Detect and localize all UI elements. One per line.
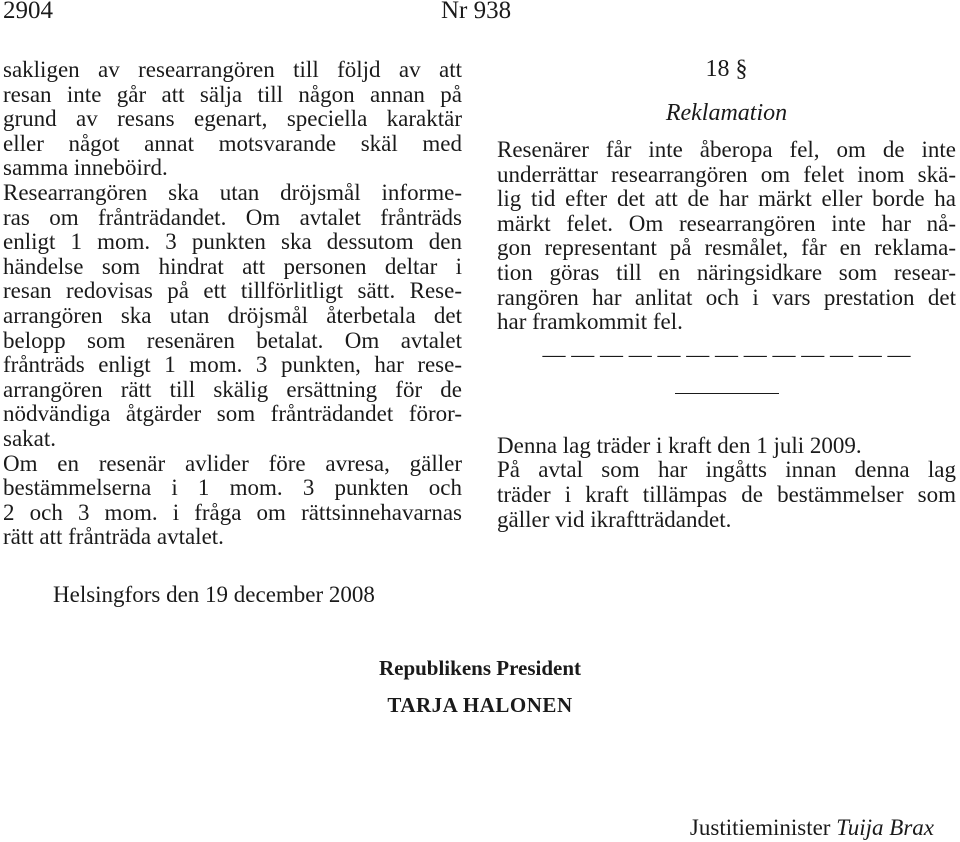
minister-title: Justitieminister [689,815,831,840]
text-line: arrangören rätt till skälig ersättning för de [3,376,462,402]
text-line: Resenärer får inte åberopa fel, om de inte [497,137,956,162]
text-line: Researrangören ska utan dröjsmål informe- [3,179,462,205]
signing-place-date: Helsingfors den 19 december 2008 [53,582,375,607]
text-line: lig tid efter det att de har märkt eller borde ha [497,186,956,212]
text-line: enligt 1 mom. 3 punkten ska dessutom den [3,229,462,255]
text-line: samma inneböird. [3,155,168,181]
president-title: Republikens President [378,656,582,680]
president-name: TARJA HALONEN [387,693,573,717]
text-line: På avtal som har ingåtts innan denna lag [497,457,956,483]
text-line: underrättar researrangören om felet inom skä- [497,161,956,187]
text-line: rätt att frånträda avtalet. [3,524,224,550]
section-number: 18 § [705,56,748,82]
section-title: Reklamation [665,100,788,126]
entry-into-force [497,434,956,532]
text-line: resan redovisas på ett tillförlitligt sätt. Rese- [3,278,462,304]
text-line: nödvändiga åtgärder som frånträdandet föror- [3,401,462,427]
text-line: händelse som hindrat att personen deltar i [3,253,462,279]
text-line: rangören har anlitat och i vars prestation det [497,284,956,310]
text-line: gon representant på resmålet, får en reklama- [497,235,956,261]
text-line: ras om frånträdandet. Om avtalet frånträds [3,204,462,230]
text-line: bestämmelserna i 1 mom. 3 punkten och [3,475,462,501]
text-line: belopp som resenären betalat. Om avtalet [3,327,462,353]
text-line: sakligen av researrangören till följd av att [3,57,462,82]
text-line: sakat. [3,425,57,451]
page-number: 2904 [3,0,53,24]
text-line: gäller vid ikraftträdandet. [497,506,732,532]
text-line: 2 och 3 mom. i fråga om rättsinnehavarnas [3,499,462,525]
right-column [497,58,956,532]
left-column [3,58,462,550]
text-line: tion göras till en näringsidkare som resear- [497,259,956,285]
text-line: träder i kraft tillämpas de bestämmelser som [497,481,956,507]
section-body [497,138,956,335]
minister-name: Tuija Brax [836,815,934,840]
text-line: eller något annat motsvarande skäl med [3,130,462,156]
text-line: frånträds enligt 1 mom. 3 punkten, har rese- [3,352,462,378]
text-line: märkt felet. Om researrangören inte har nå- [497,210,956,236]
journal-number: Nr 938 [441,0,512,24]
text-line: resan inte går att sälja till någon annan på [3,81,462,107]
text-line: arrangören ska utan dröjsmål återbetala det [3,302,462,328]
omission-dashes: — — — — — — — — — — — — — [542,341,911,367]
minister-signature [690,815,934,841]
text-line: Denna lag träder i kraft den 1 juli 2009. [497,432,862,458]
text-line: grund av resans egenart, speciella karaktär [3,106,462,132]
text-line: Om en resenär avlider före avresa, gäller [3,450,462,476]
text-line: har framkommit fel. [497,309,683,335]
